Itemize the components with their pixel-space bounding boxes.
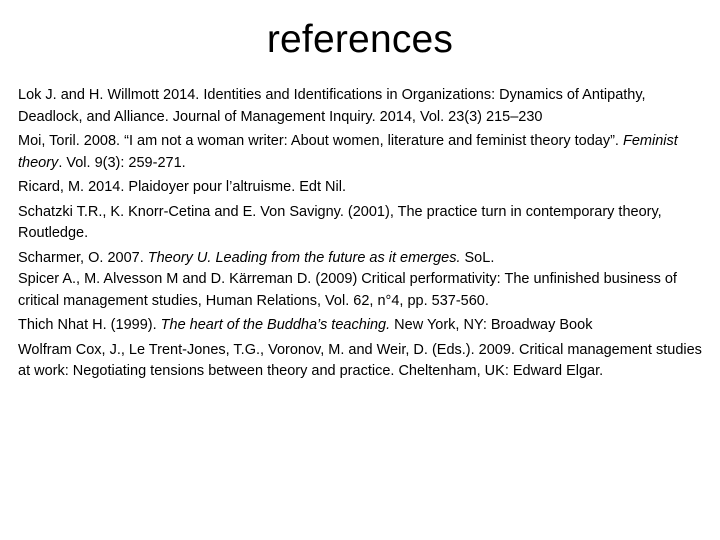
reference-italic-text: The heart of the Buddha’s teaching. [160, 317, 391, 333]
reference-list [18, 85, 706, 386]
reference-item [18, 177, 706, 199]
reference-text: Wolfram Cox, J., Le Trent-Jones, T.G., Voronov, M. and Weir, D. (Eds.). 2009. Critical management studies at work: Negotiating tensions between theory and practice. Cheltenham, UK: Edward Elgar. [18, 341, 702, 379]
reference-italic-text: Feminist theory [18, 133, 678, 171]
reference-item [18, 202, 706, 245]
reference-item [18, 131, 706, 174]
reference-text: Spicer A., M. Alvesson M and D. Kärreman D. (2009) Critical performativity: The unfinished business of critical management studies, Human Relations, Vol. 62, n°4, pp. 537-560. [18, 271, 677, 309]
reference-text: Moi, Toril. 2008. “I am not a woman writer: About women, literature and feminist theory today”. [18, 133, 623, 149]
reference-text: Scharmer, O. 2007. [18, 249, 148, 266]
reference-text: Ricard, M. 2014. Plaidoyer pour l’altruisme. Edt Nil. [18, 179, 346, 195]
reference-text: Lok J. and H. Willmott 2014. Identities and Identifications in Organizations: Dynamics of Antipathy, Deadlock, and Alliance. Journal of Management Inquiry. 2014, Vol. 23(3) 215–230 [18, 87, 646, 125]
reference-text: Schatzki T.R., K. Knorr-Cetina and E. Von Savigny. (2001), The practice turn in contemporary theory, Routledge. [18, 203, 662, 241]
reference-item [18, 85, 706, 128]
reference-text: Thich Nhat H. (1999). [18, 317, 161, 333]
reference-italic-text: Theory U. Leading from the future as it emerges. [147, 249, 461, 266]
reference-item [18, 248, 706, 270]
reference-item [18, 340, 706, 383]
reference-text: New York, NY: Broadway Book [390, 317, 593, 333]
reference-text: . Vol. 9(3): 259-271. [58, 154, 186, 171]
reference-text: SoL. [460, 249, 495, 266]
reference-item [18, 315, 706, 337]
reference-item [18, 269, 706, 312]
slide-title: references [266, 18, 454, 61]
